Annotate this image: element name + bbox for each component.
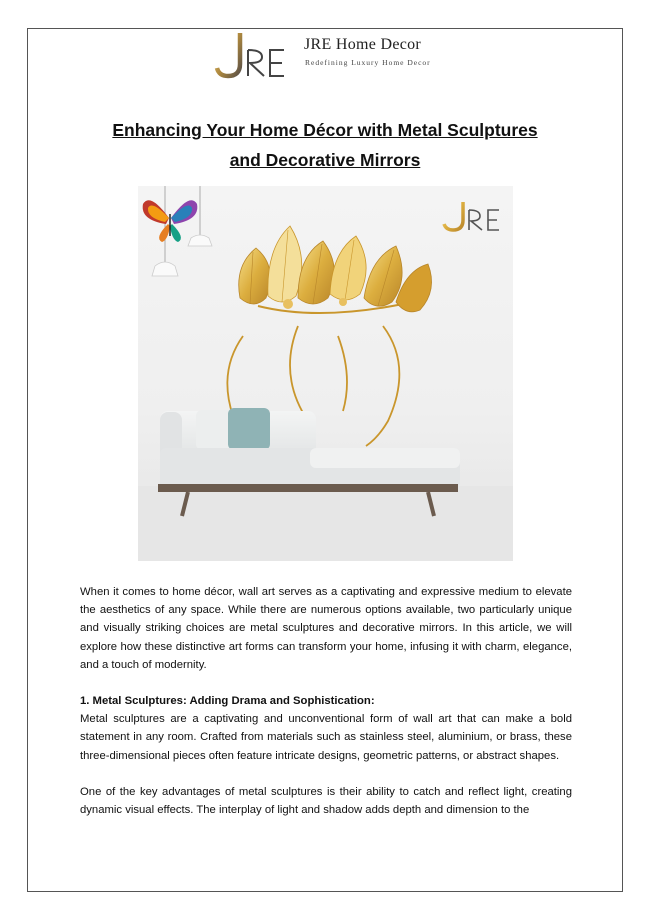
brand-name: JRE Home Decor <box>304 36 422 53</box>
brand-tagline: Redefining Luxury Home Decor <box>305 58 431 67</box>
jre-logo-mark-icon <box>210 30 300 80</box>
article-title <box>60 115 590 175</box>
hero-image <box>138 186 513 561</box>
section-1-paragraph-1: Metal sculptures are a captivating and unconventional form of wall art that can make a bold statement in any room. Crafted from materials such as stainless steel, aluminium, or brass, these three-dimensional pieces often feature intricate designs, geometric patterns, or abstract shapes. <box>80 713 572 762</box>
section-1-heading: 1. Metal Sculptures: Adding Drama and Sophistication: <box>80 695 375 708</box>
title-line-2: and Decorative Mirrors <box>229 150 421 170</box>
article-body <box>80 583 572 819</box>
section-1-paragraph-2: One of the key advantages of metal sculptures is their ability to catch and reflect light, creating dynamic visual effects. The interplay of light and shadow adds depth and dimension to the <box>80 785 572 817</box>
title-line-1: Enhancing Your Home Décor with Metal Sculptures <box>112 120 538 140</box>
intro-paragraph: When it comes to home décor, wall art serves as a captivating and expressive medium to elevate the aesthetics of any space. While there are numerous options available, two particularly unique and visually striking choices are metal sculptures and decorative mirrors. In this article, we will explore how these distinctive art forms can transform your home, infusing it with charm, elegance, and a touch of modernity. <box>80 586 572 671</box>
brand-logo[interactable] <box>208 30 458 80</box>
